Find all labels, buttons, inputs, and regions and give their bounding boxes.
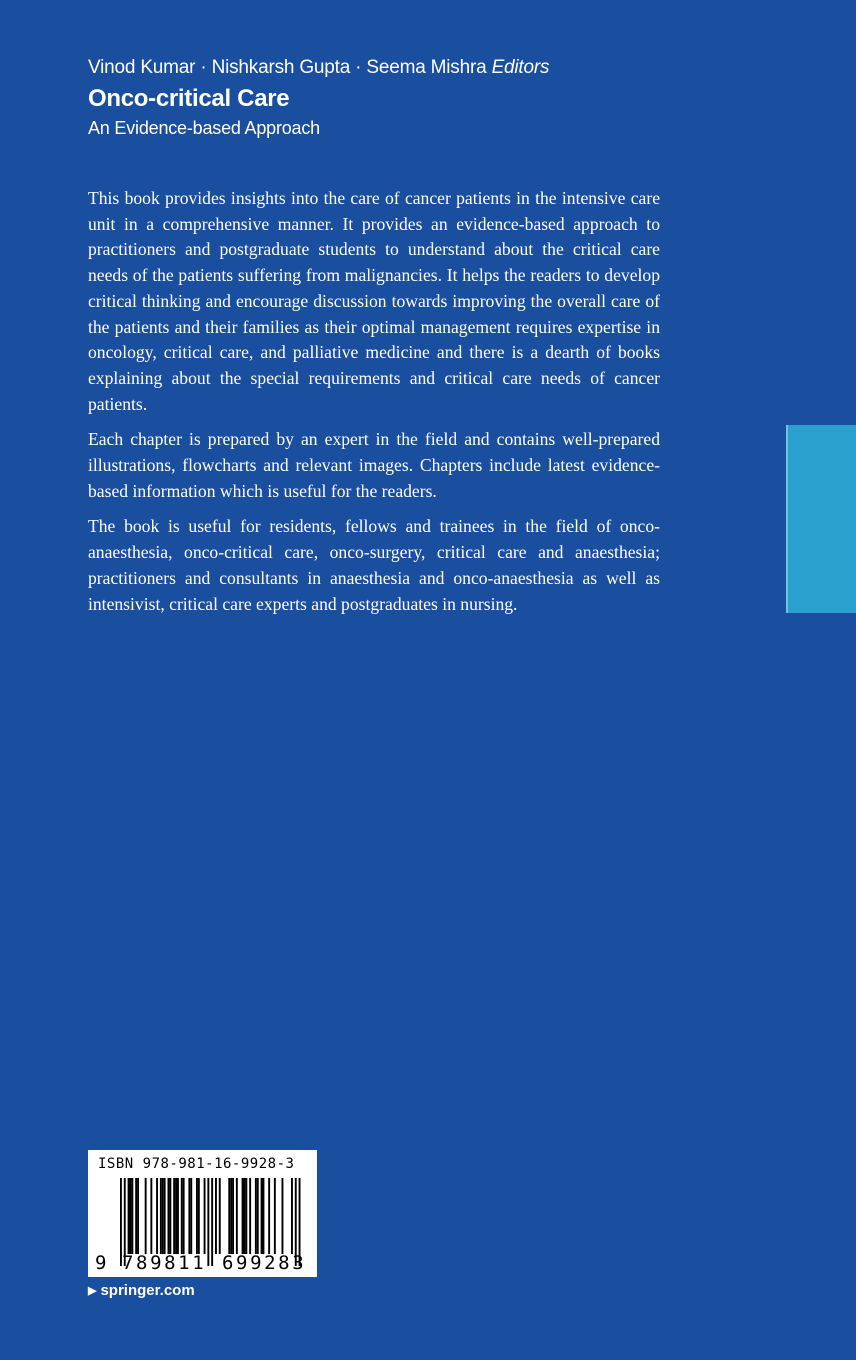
book-subtitle: An Evidence-based Approach [88, 118, 320, 138]
barcode-bar [183, 1178, 185, 1254]
barcode-bar [261, 1178, 263, 1254]
editors-names: Vinod Kumar · Nishkarsh Gupta · Seema Mishra [88, 57, 487, 78]
barcode-left-digits: 789811 [122, 1252, 207, 1274]
cover-header [88, 55, 688, 141]
barcode-panel [88, 1150, 317, 1277]
barcode-bar [242, 1178, 244, 1254]
barcode-bar [232, 1178, 234, 1254]
barcode-bar [150, 1178, 152, 1254]
barcode-bar [177, 1178, 179, 1254]
barcode-right-digits: 699283 [222, 1252, 307, 1274]
barcode-bar [215, 1178, 217, 1254]
barcode-guard-bar [211, 1178, 213, 1266]
description-paragraph-3: The book is useful for residents, fellows and trainees in the field of onco-anaesthesia, onco-critical care, onco-surgery, critical care and anaesthesia; practitioners and consultants in anaesthesia and onco-anaesthesia as well as intensivist, critical care experts and postgraduates in nursing. [88, 516, 660, 614]
barcode-bar [181, 1178, 183, 1254]
publisher-website[interactable] [88, 1282, 195, 1299]
barcode-bar [160, 1178, 162, 1254]
isbn-label: ISBN 978-981-16-9928-3 [98, 1156, 295, 1172]
editors-role: Editors [491, 57, 550, 78]
editors-line [88, 55, 688, 81]
spine-color-tab [786, 425, 856, 613]
arrow-right-icon: ▶ [88, 1285, 97, 1297]
barcode-bar [244, 1178, 246, 1254]
barcode-bar [175, 1178, 177, 1254]
barcode-bar [196, 1178, 198, 1254]
barcode-bar [268, 1178, 270, 1254]
barcode-bar [128, 1178, 130, 1254]
barcode-bar [249, 1178, 251, 1254]
barcode-bar [162, 1178, 164, 1254]
barcode-bar [257, 1178, 259, 1254]
barcode-bar [204, 1178, 206, 1254]
book-description [88, 186, 660, 627]
barcode-bar [173, 1178, 175, 1254]
barcode-bar [198, 1178, 200, 1254]
barcode-bar [135, 1178, 137, 1254]
description-paragraph-1: This book provides insights into the care of cancer patients in the intensive care unit in a comprehensive manner. It provides an evidence-based approach to practitioners and postgraduate students to understand about the critical care needs of the patients suffering from malignancies. It helps the readers to develop critical thinking and encourage discussion towards improving the overall care of the patients and their families as their optimal management requires expertise in oncology, critical care, and palliative medicine and there is a dearth of books explaining about the special requirements and critical care needs of cancer patients. [88, 188, 660, 414]
barcode-bar [255, 1178, 257, 1254]
barcode-bar [137, 1178, 139, 1254]
barcode-bar [145, 1178, 147, 1254]
barcode-bar [282, 1178, 284, 1254]
barcode-bar [274, 1178, 276, 1254]
barcode-bar [131, 1178, 133, 1254]
barcode-bar [190, 1178, 192, 1254]
barcode-bar [168, 1178, 170, 1254]
description-paragraph-2: Each chapter is prepared by an expert in the field and contains well-prepared illustrations, flowcharts and relevant images. Chapters include latest evidence-based information which is useful for the readers. [88, 429, 660, 501]
barcode-guard-bar [207, 1178, 209, 1266]
barcode-bar [245, 1178, 247, 1254]
barcode-bar [164, 1178, 166, 1254]
barcode-bar [291, 1178, 293, 1254]
barcode-bar [188, 1178, 190, 1254]
barcode-bar [156, 1178, 158, 1254]
barcode-bar [169, 1178, 171, 1254]
barcode-bar [263, 1178, 265, 1254]
barcode-bar [130, 1178, 132, 1254]
barcode-lead-digit: 9 [95, 1252, 107, 1274]
barcode-bar [228, 1178, 230, 1254]
barcode-bar [219, 1178, 221, 1254]
barcode-bar [236, 1178, 238, 1254]
book-title: Onco-critical Care [88, 85, 290, 112]
website-text: springer.com [100, 1282, 195, 1299]
barcode-bar [230, 1178, 232, 1254]
